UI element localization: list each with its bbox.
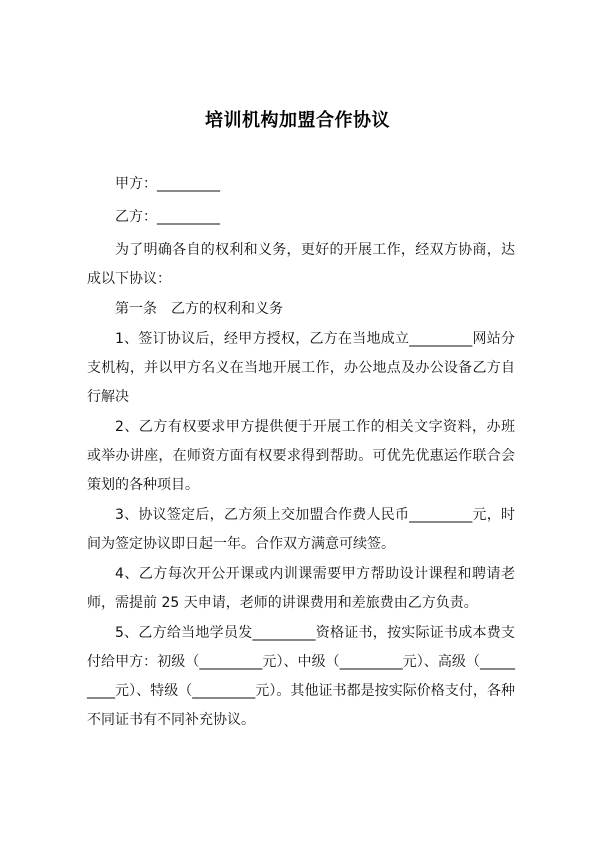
clause-5: 5、乙方给当地学员发_________资格证书，按实际证书成本费支付给甲方：初级（_________元）、中级（_________元）、高级（_________元）、特级（_________元）。其他证书都是按实际价格支付，各种不同证书有不同补充协议。 [87, 625, 515, 728]
article-1-heading: 第一条 乙方的权利和义务 [115, 301, 283, 317]
clause-1: 1、签订协议后，经甲方授权，乙方在当地成立_________网站分支机构，并以甲方名义在当地开展工作，办公地点及办公设备乙方自行解决 [87, 331, 515, 405]
party-b-line: 乙方：_________ [115, 209, 220, 225]
intro-paragraph: 为了明确各自的权利和义务，更好的开展工作，经双方协商，达成以下协议： [87, 242, 515, 287]
party-a-line: 甲方：_________ [115, 176, 220, 192]
clause-3: 3、协议签定后，乙方须上交加盟合作费人民币_________元，时间为签定协议即日起一年。合作双方满意可续签。 [87, 507, 515, 552]
clause-4: 4、乙方每次开公开课或内训课需要甲方帮助设计课程和聘请老师，需提前 25 天申请，老师的讲课费用和差旅费由乙方负责。 [87, 566, 515, 611]
document-body [87, 170, 515, 736]
clause-2: 2、乙方有权要求甲方提供便于开展工作的相关文字资料，办班或举办讲座，在师资方面有权要求得到帮助。可优先优惠运作联合会策划的各种项目。 [87, 419, 515, 493]
document-title: 培训机构加盟合作协议 [205, 110, 390, 131]
